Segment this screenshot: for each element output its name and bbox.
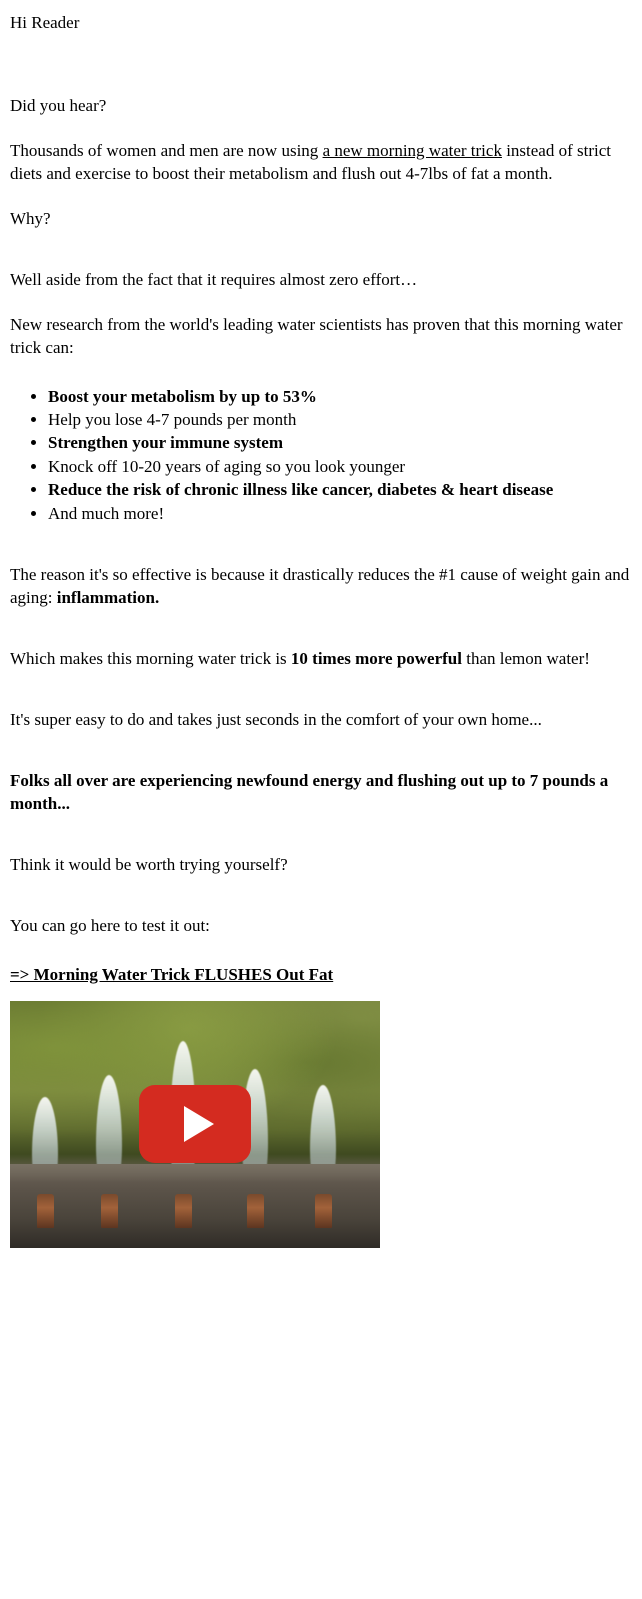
list-item: • Reduce the risk of chronic illness like cancer, diabetes & heart disease [48,479,632,501]
list-item: • Help you lose 4-7 pounds per month [48,409,632,431]
fountain-nozzle [37,1194,54,1228]
effort-text: Well aside from the fact that it requires almost zero effort… [10,269,418,289]
intro-paragraph [10,140,632,186]
power-paragraph [10,648,632,671]
power-text-before: Which makes this morning water trick is [10,649,291,668]
easy-text: It's super easy to do and takes just seconds in the comfort of your own home... [10,709,542,729]
morning-water-trick-link[interactable]: a new morning water trick [322,140,502,160]
spacer [10,938,632,964]
reason-text: The reason it's so effective is because it drastically reduces the #1 cause of weight gain and aging: [10,565,630,608]
fountain-nozzle [101,1194,118,1228]
benefits-list [10,386,632,526]
power-text-after: than lemon water! [461,649,590,668]
spacer [10,732,632,770]
cta-link[interactable]: => Morning Water Trick FLUSHES Out Fat [10,964,334,984]
intro-text-before: Thousands of women and men are now using [10,140,323,160]
spacer [10,231,632,269]
why-text: Why? [10,208,51,228]
folks-text: Folks all over are experiencing newfound energy and flushing out up to 7 pounds a month... [10,770,609,813]
play-button-icon[interactable] [139,1085,251,1163]
spacer [10,360,632,386]
list-item: • And much more! [48,503,632,525]
spacer [10,671,632,709]
list-item: • Boost your metabolism by up to 53% [48,386,632,408]
greeting-text: Hi Reader [10,13,80,32]
spacer [10,877,632,915]
spacer [10,526,632,564]
fountain-nozzle [247,1194,264,1228]
spacer [10,610,632,648]
fountain-nozzle [175,1194,192,1228]
fountain-nozzle [315,1194,332,1228]
inflammation-emphasis: inflammation. [56,588,160,608]
power-emphasis: 10 times more powerful [290,649,462,668]
spacer [10,816,632,854]
list-item: • Strengthen your immune system [48,432,632,454]
cta-paragraph [10,964,632,987]
gohere-text: You can go here to test it out: [10,915,210,935]
hook-text: Did you hear? [10,95,107,115]
list-item: • Knock off 10-20 years of aging so you look younger [48,456,632,478]
research-text: New research from the world's leading water scientists has proven that this morning water trick can: [10,314,623,357]
think-text: Think it would be worth trying yourself? [10,854,288,874]
reason-paragraph [10,564,632,610]
play-triangle-icon [184,1106,214,1142]
intro-text-after: instead of strict diets and exercise to boost their metabolism and flush out 4-7lbs of fat a month. [10,140,612,183]
video-thumbnail[interactable] [10,1001,380,1248]
